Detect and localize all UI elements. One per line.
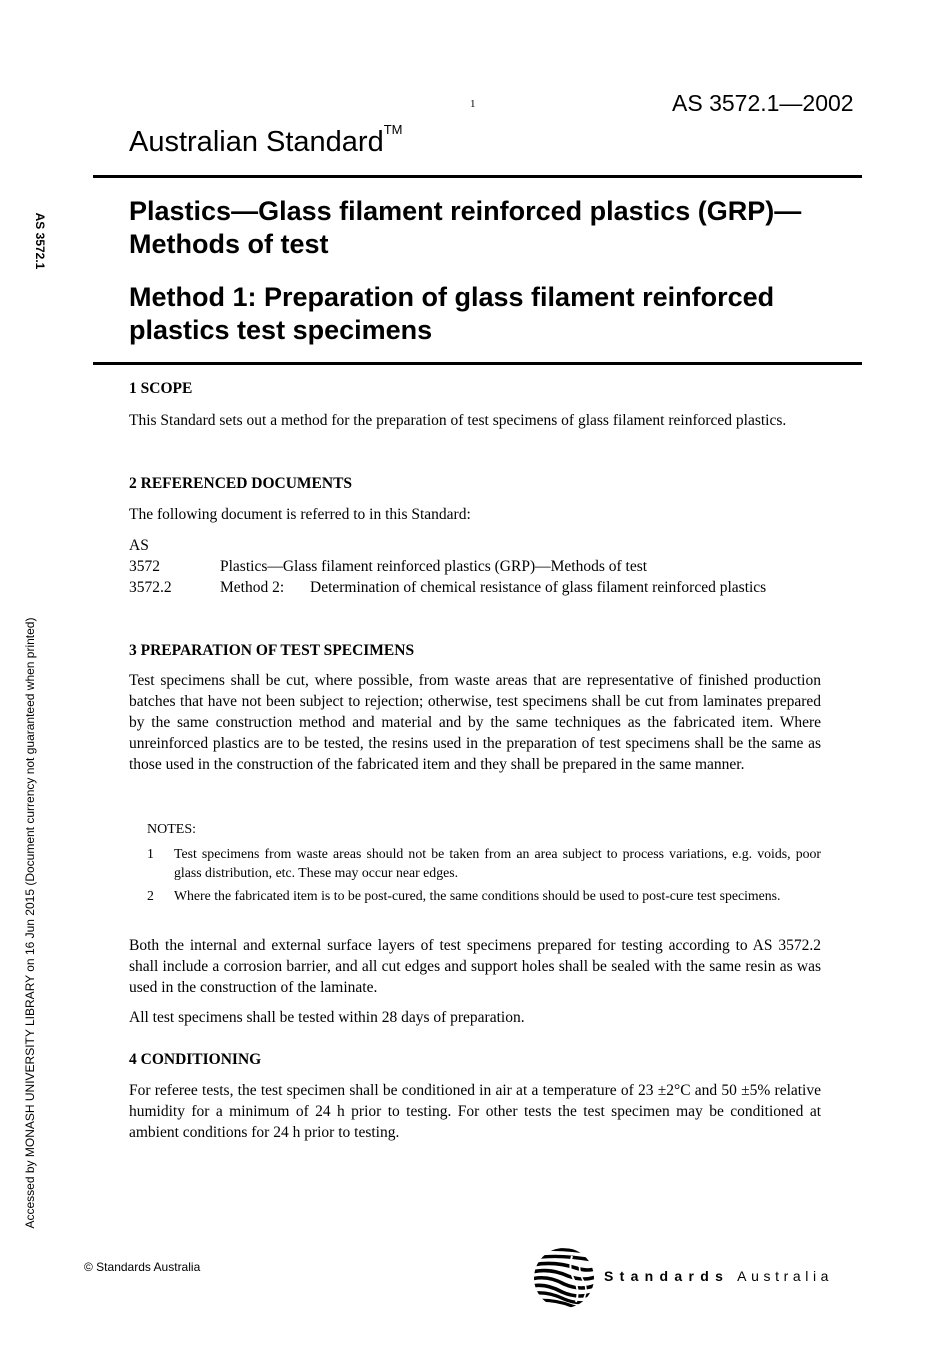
- main-title: Plastics—Glass filament reinforced plastics (GRP)—Methods of test: [129, 196, 802, 259]
- standards-australia-wordmark: [604, 1268, 833, 1284]
- preparation-body-2: Both the internal and external surface layers of test specimens prepared for testing according to AS 3572.2 shall include a corrosion barrier, and all cut edges and support holes shall be sealed with the same resin as was used in the construction of the laminate.: [129, 937, 821, 996]
- note-text: Test specimens from waste areas should not be taken from an area subject to process variations, e.g. voids, poor glass distribution, etc. These may occur near edges.: [174, 846, 821, 880]
- preparation-body-3: All test specimens shall be tested within 28 days of preparation.: [129, 1009, 525, 1026]
- note-text: Where the fabricated item is to be post-cured, the same conditions should be used to post-cure test specimens.: [174, 888, 781, 903]
- method-title: Method 1: Preparation of glass filament reinforced plastics test specimens: [129, 282, 775, 345]
- access-watermark: Accessed by MONASH UNIVERSITY LIBRARY on 16 Jun 2015 (Document currency not guaranteed when printed): [23, 617, 37, 1229]
- standards-australia-logo-icon: [532, 1246, 596, 1310]
- refdocs-series: AS: [129, 537, 149, 554]
- preparation-body: Test specimens shall be cut, where possible, from waste areas that are representative of finished production batches that have not been subject to rejection; otherwise, test specimens shall be cut from laminates prepared by the same construction method and material and by the same techniques as the fabricated item. Where unreinforced plastics are to be tested, the resins used in the preparation of test specimens shall be the same as those used in the construction of the fabricated item and they shall be prepared in the same manner.: [129, 672, 821, 773]
- refdocs-intro: The following document is referred to in this Standard:: [129, 506, 471, 523]
- page-number: 1: [470, 98, 476, 110]
- document-code: AS 3572.1—2002: [672, 90, 854, 116]
- scope-heading: 1 SCOPE: [129, 380, 193, 397]
- title-rule-top: [93, 175, 862, 178]
- wordmark-standards: Standards: [604, 1268, 730, 1284]
- trademark-mark: TM: [383, 122, 403, 137]
- conditioning-body: For referee tests, the test specimen shall be conditioned in air at a temperature of 23 ±2°C and 50 ±5% relative humidity for a minimum of 24 h prior to testing. For other tests the test specimen may be conditioned at ambient conditions for 24 h prior to testing.: [129, 1082, 821, 1141]
- refdoc-code: 3572: [129, 558, 160, 575]
- refdoc-title: Plastics—Glass filament reinforced plastics (GRP)—Methods of test: [220, 558, 648, 575]
- conditioning-heading: 4 CONDITIONING: [129, 1051, 262, 1068]
- note-number: 1: [147, 846, 154, 861]
- brand-text: Australian Standard: [129, 126, 384, 158]
- refdoc-title: Determination of chemical resistance of glass filament reinforced plastics: [310, 579, 767, 596]
- scope-body: This Standard sets out a method for the preparation of test specimens of glass filament reinforced plastics.: [129, 412, 787, 429]
- refdoc-method: Method 2:: [220, 579, 285, 596]
- preparation-heading: 3 PREPARATION OF TEST SPECIMENS: [129, 642, 415, 659]
- copyright-notice: © Standards Australia: [84, 1260, 201, 1274]
- refdoc-code: 3572.2: [129, 579, 172, 596]
- refdocs-heading: 2 REFERENCED DOCUMENTS: [129, 475, 353, 492]
- spine-document-code: AS 3572.1: [33, 212, 47, 270]
- note-item: [147, 887, 821, 906]
- note-number: 2: [147, 888, 154, 903]
- note-item: [147, 845, 821, 882]
- notes-label: NOTES:: [147, 822, 196, 837]
- wordmark-australia: Australia: [737, 1268, 834, 1284]
- brand-heading: [129, 122, 403, 159]
- title-rule-bottom: [93, 362, 862, 365]
